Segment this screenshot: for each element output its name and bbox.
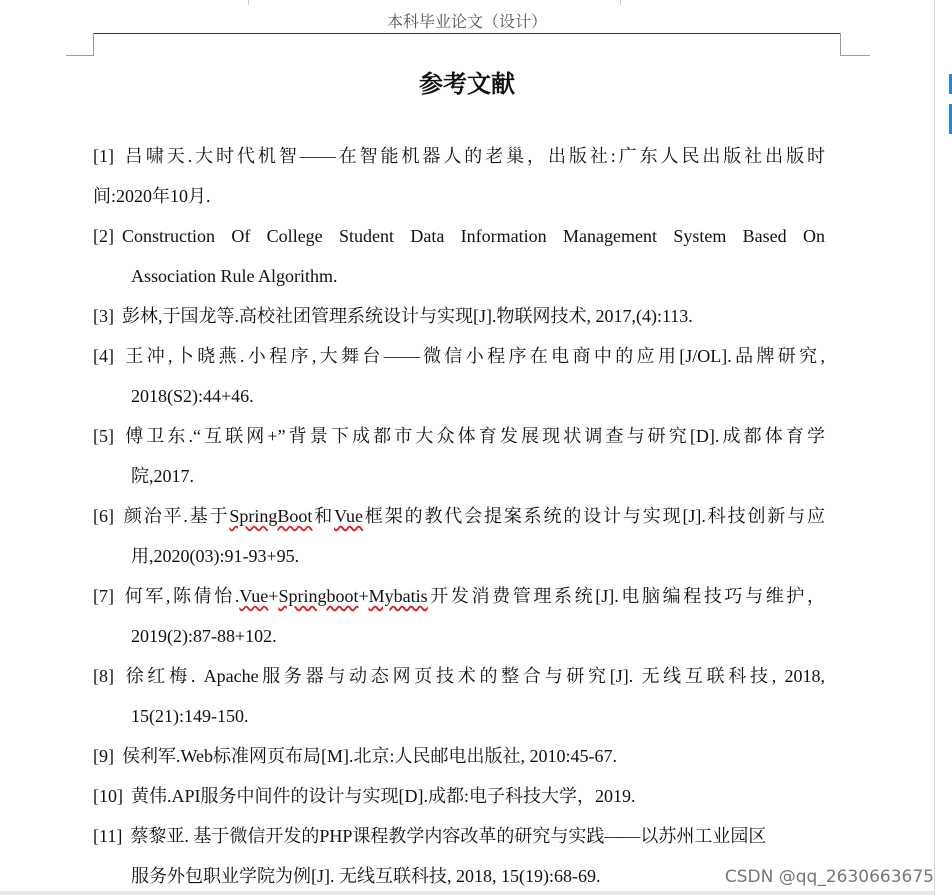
reference-line: [8] 徐红梅. Apache服务器与动态网页技术的整合与研究[J]. 无线互联科技, 2018, (93, 666, 825, 686)
reference-line: [6] 颜治平.基于SpringBoot和Vue框架的教代会提案系统的设计与实现[J].科技创新与应 (93, 506, 825, 526)
header-rule (94, 33, 841, 34)
reference-line: 间:2020年10月. (93, 186, 211, 206)
reference-item (93, 416, 825, 496)
bottom-strip (0, 891, 934, 895)
crop-mark (66, 55, 94, 56)
reference-item (93, 776, 825, 816)
reference-number: [4] (93, 346, 114, 366)
reference-line: [4] 王冲,卜晓燕.小程序,大舞台——微信小程序在电商中的应用[J/OL].品牌研究, (93, 346, 825, 366)
reference-number: [8] (93, 666, 114, 686)
reference-line: [3] 彭林,于国龙等.高校社团管理系统设计与实现[J].物联网技术, 2017,(4):113. (93, 306, 693, 326)
reference-number: [7] (93, 586, 114, 606)
reference-line: [10] 黄伟.API服务中间件的设计与实现[D].成都:电子科技大学，2019. (93, 786, 636, 806)
ruler-tick (620, 0, 621, 5)
reference-item (93, 136, 825, 216)
right-scroll-margin[interactable] (934, 0, 952, 895)
reference-number: [11] (93, 826, 123, 846)
page-title: 参考文献 (419, 70, 515, 98)
crop-mark (93, 33, 94, 55)
reference-line: 2018(S2):44+46. (131, 386, 254, 406)
reference-line: [9] 侯利军.Web标准网页布局[M].北京:人民邮电出版社, 2010:45-67. (93, 746, 618, 766)
page-header: 本科毕业论文（设计） (386, 12, 547, 31)
top-ruler-strip (0, 0, 952, 6)
reference-item (93, 816, 825, 896)
reference-number: [2] (93, 226, 114, 246)
reference-item (93, 496, 825, 576)
reference-line: [2] Construction Of College Student Data Information Management System Based On (93, 226, 825, 246)
reference-number: [9] (93, 746, 114, 766)
reference-line: 服务外包职业学院为例[J]. 无线互联科技, 2018, 15(19):68-69. (131, 866, 601, 886)
reference-number: [3] (93, 306, 114, 326)
reference-line: [5] 傅卫东.“互联网+”背景下成都市大众体育发展现状调查与研究[D].成都体育学 (93, 426, 825, 446)
reference-line: 院,2017. (131, 466, 194, 486)
reference-line: [1] 吕啸天.大时代机智——在智能机器人的老巢，出版社:广东人民出版社出版时 (93, 146, 825, 166)
reference-line: [7] 何军,陈倩怡.Vue+Springboot+Mybatis开发消费管理系统[J].电脑编程技巧与维护， (93, 586, 825, 606)
reference-number: [6] (93, 506, 114, 526)
reference-item (93, 576, 825, 656)
reference-item (93, 336, 825, 416)
reference-line: 用,2020(03):91-93+95. (131, 546, 300, 566)
reference-item (93, 216, 825, 296)
reference-number: [1] (93, 146, 114, 166)
crop-mark (840, 33, 841, 55)
reference-number: [5] (93, 426, 114, 446)
watermark: CSDN @qq_2630663675 (724, 867, 934, 887)
reference-number: [10] (93, 786, 123, 806)
reference-line: [11] 蔡黎亚. 基于微信开发的PHP课程教学内容改革的研究与实践——以苏州工业园区 (93, 826, 767, 846)
reference-line: 2019(2):87-88+102. (131, 626, 277, 646)
reference-item (93, 736, 825, 776)
reference-line: 15(21):149-150. (131, 706, 249, 726)
ruler-tick (248, 0, 249, 5)
crop-mark (840, 55, 870, 56)
reference-line: Association Rule Algorithm. (131, 266, 338, 286)
reference-item (93, 656, 825, 736)
reference-item (93, 296, 825, 336)
